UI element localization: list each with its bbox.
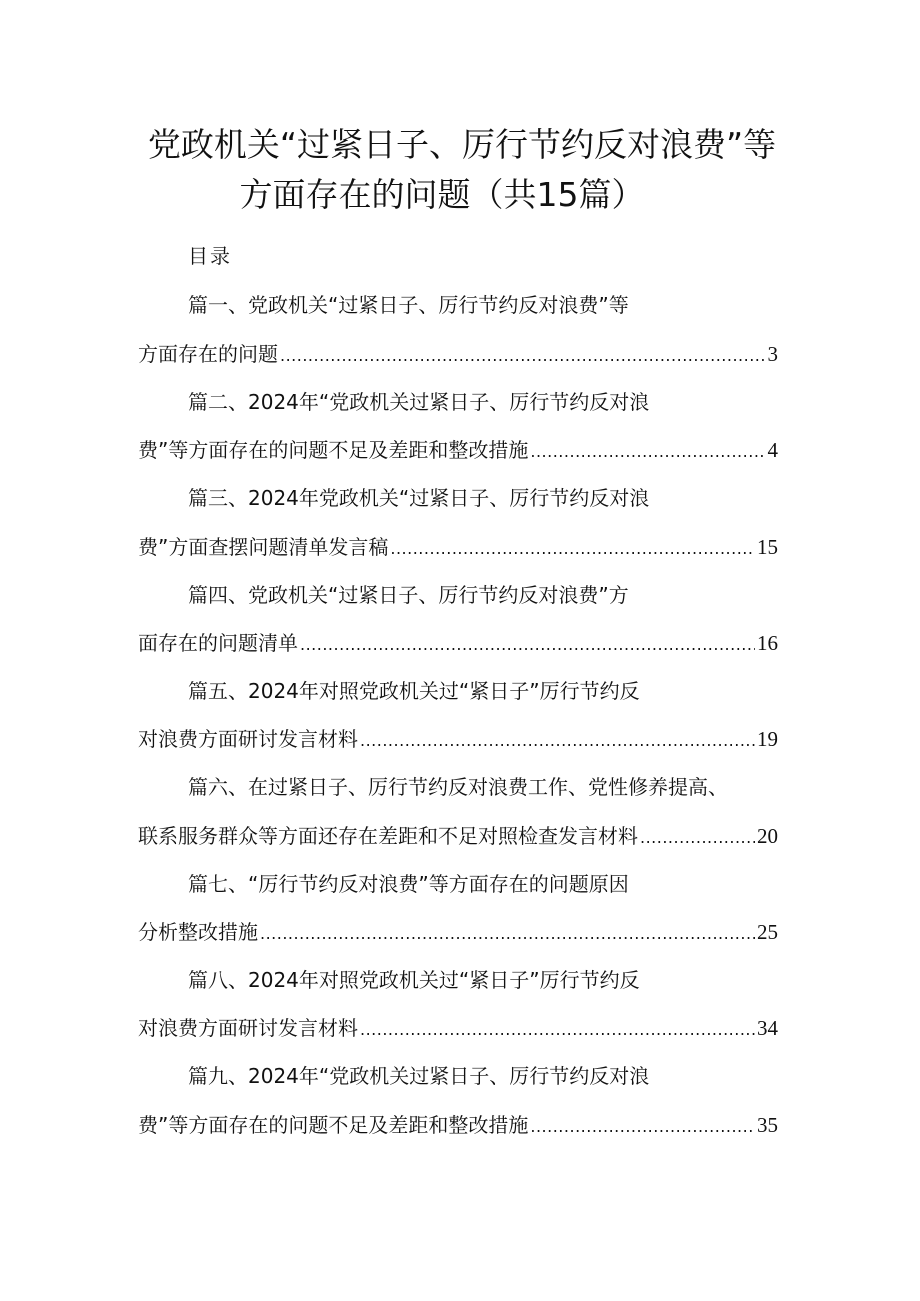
- toc-entry-3-title[interactable]: 篇三、2024年党政机关“过紧日子、厉行节约反对浪: [188, 486, 650, 510]
- document-title: [0, 120, 920, 220]
- toc-entry-9-title[interactable]: 篇九、2024年“党政机关过紧日子、厉行节约反对浪: [188, 1064, 650, 1088]
- toc-entry-8-continuation[interactable]: [138, 1010, 778, 1046]
- dot-leader: [360, 721, 755, 757]
- toc-entry-text: 面存在的问题清单: [138, 631, 298, 655]
- toc-page-number: 35: [757, 1113, 778, 1137]
- toc-entry-7-title[interactable]: 篇七、“厉行节约反对浪费”等方面存在的问题原因: [188, 872, 629, 896]
- toc-entry-1-continuation[interactable]: [138, 336, 778, 372]
- toc-entry-5-title[interactable]: 篇五、2024年对照党政机关过“紧日子”厉行节约反: [188, 679, 640, 703]
- toc-entry-text: 对浪费方面研讨发言材料: [138, 1016, 358, 1040]
- dot-leader: [640, 818, 755, 854]
- toc-entry-6-title[interactable]: 篇六、在过紧日子、厉行节约反对浪费工作、党性修养提高、: [188, 775, 728, 799]
- dot-leader: [280, 336, 766, 372]
- dot-leader: [390, 529, 755, 565]
- toc-page-number: 4: [767, 438, 778, 462]
- toc-entry-text: 费”等方面存在的问题不足及差距和整改措施: [138, 438, 529, 462]
- toc-entry-8-title[interactable]: 篇八、2024年对照党政机关过“紧日子”厉行节约反: [188, 968, 640, 992]
- toc-entry-4-title[interactable]: 篇四、党政机关“过紧日子、厉行节约反对浪费”方: [188, 583, 629, 607]
- toc-entry-6-continuation[interactable]: [138, 818, 778, 854]
- toc-entry-3-continuation[interactable]: [138, 529, 778, 565]
- dot-leader: [530, 1107, 755, 1143]
- dot-leader: [300, 625, 755, 661]
- toc-page-number: 34: [757, 1016, 778, 1040]
- toc-heading: 目录: [188, 244, 232, 268]
- toc-entry-text: 费”方面查摆问题清单发言稿: [138, 535, 389, 559]
- toc-entry-text: 方面存在的问题: [138, 342, 278, 366]
- toc-entry-9-continuation[interactable]: [138, 1107, 778, 1143]
- toc-page-number: 3: [767, 342, 778, 366]
- title-line-2: 方面存在的问题（共15篇）: [239, 175, 645, 214]
- toc-page-number: 19: [757, 727, 778, 751]
- toc-entry-7-continuation[interactable]: [138, 914, 778, 950]
- toc-page-number: 25: [757, 920, 778, 944]
- toc-page-number: 20: [757, 824, 778, 848]
- toc-entry-text: 联系服务群众等方面还存在差距和不足对照检查发言材料: [138, 824, 638, 848]
- toc-entry-text: 对浪费方面研讨发言材料: [138, 727, 358, 751]
- dot-leader: [530, 432, 765, 468]
- toc-entry-text: 分析整改措施: [138, 920, 258, 944]
- toc-page-number: 16: [757, 631, 778, 655]
- toc-entry-5-continuation[interactable]: [138, 721, 778, 757]
- dot-leader: [260, 914, 755, 950]
- toc-entry-2-continuation[interactable]: [138, 432, 778, 468]
- toc-entry-4-continuation[interactable]: [138, 625, 778, 661]
- dot-leader: [360, 1010, 755, 1046]
- title-line-1: 党政机关“过紧日子、厉行节约反对浪费”等: [147, 125, 777, 164]
- toc-entry-text: 费”等方面存在的问题不足及差距和整改措施: [138, 1113, 529, 1137]
- toc-entry-1-title[interactable]: 篇一、党政机关“过紧日子、厉行节约反对浪费”等: [188, 293, 629, 317]
- toc-page-number: 15: [757, 535, 778, 559]
- toc-entry-2-title[interactable]: 篇二、2024年“党政机关过紧日子、厉行节约反对浪: [188, 390, 650, 414]
